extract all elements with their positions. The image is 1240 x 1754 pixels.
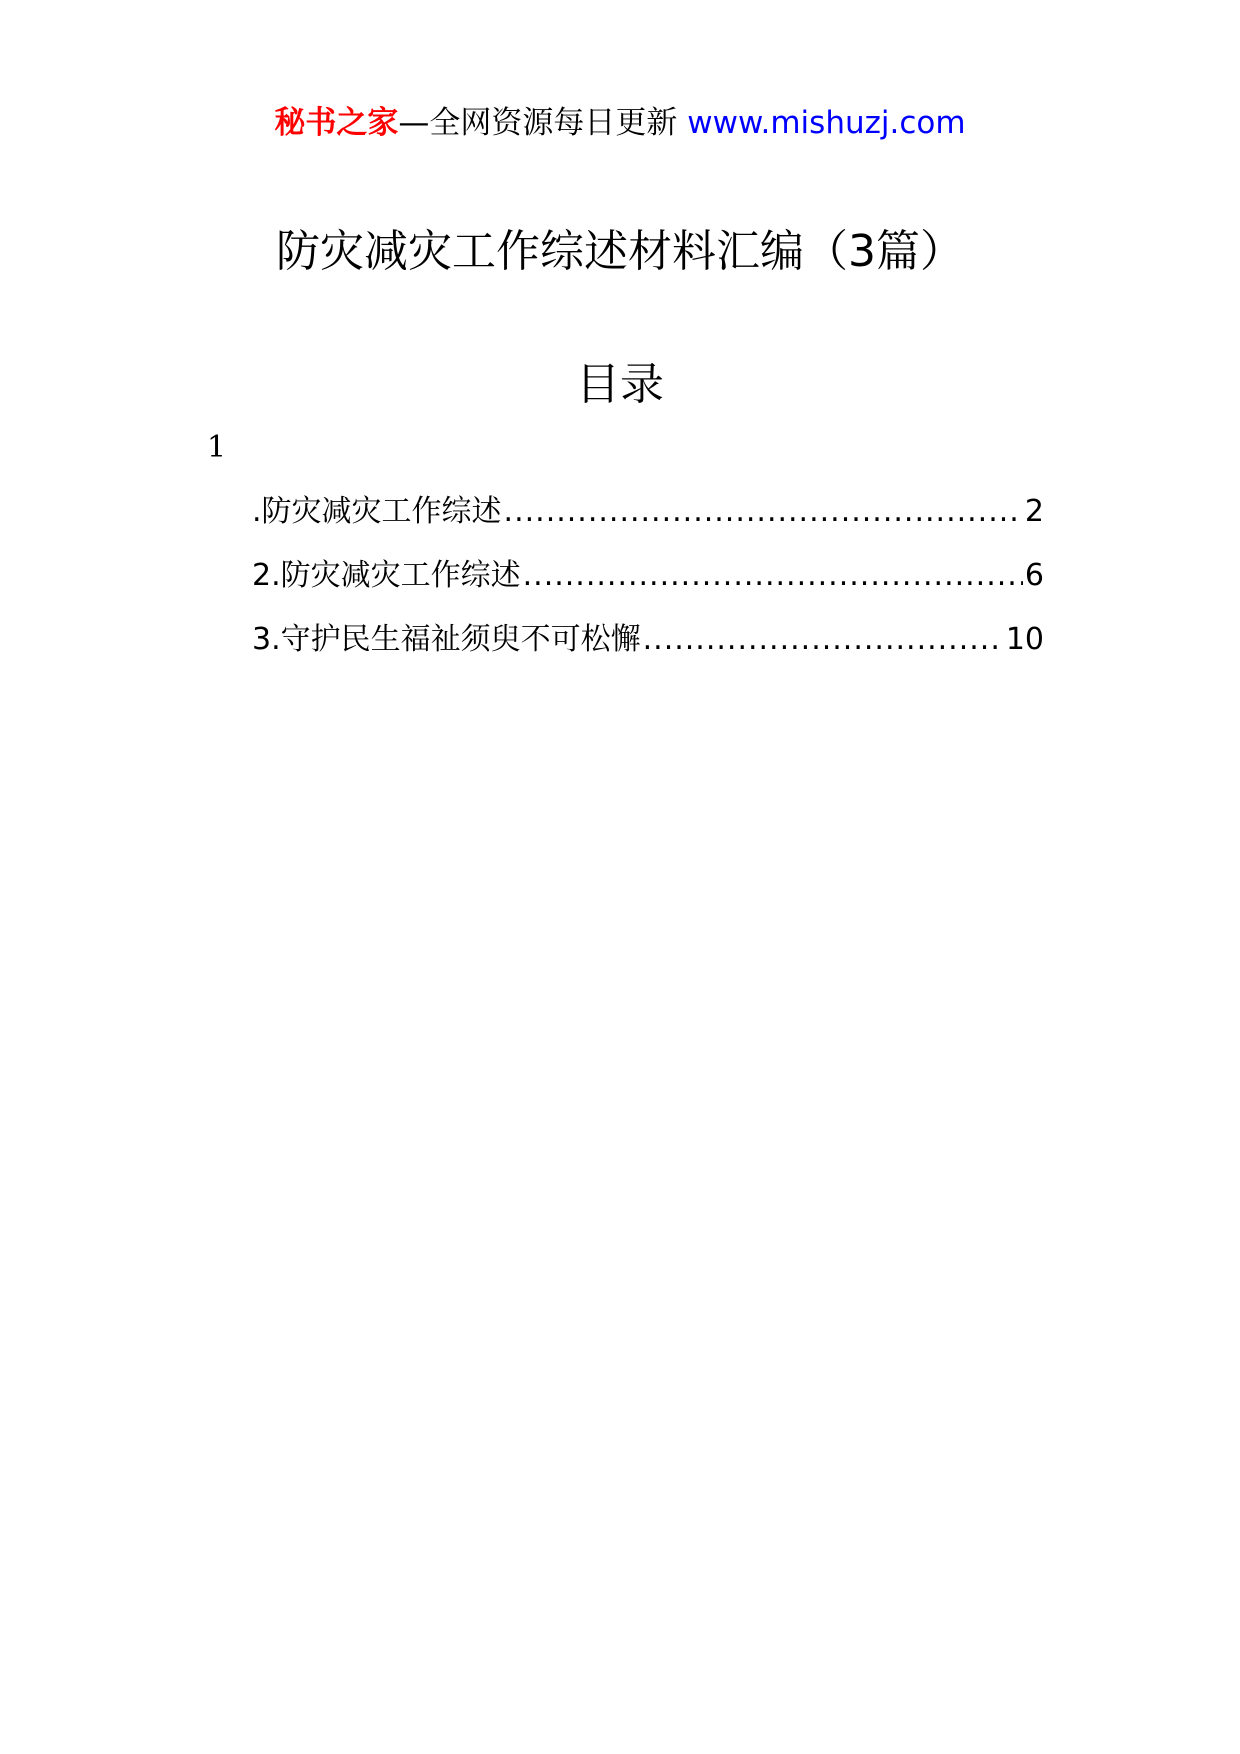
toc-entry-2[interactable] xyxy=(252,554,1044,618)
toc-page-number: 2 xyxy=(1024,494,1044,529)
site-url-link[interactable]: www.mishuzj.com xyxy=(687,105,966,141)
brand-name: 秘书之家 xyxy=(274,105,399,141)
toc-page-number: 10 xyxy=(1005,622,1044,657)
toc-entry-1[interactable] xyxy=(252,490,1044,554)
document-title: 防灾减灾工作综述材料汇编（3篇） xyxy=(276,226,964,277)
toc-entry-label: 2.防灾减灾工作综述 xyxy=(252,558,521,593)
toc-entry-3[interactable] xyxy=(252,618,1044,682)
toc-stray-number: 1 xyxy=(207,430,227,465)
toc-dot-leader xyxy=(643,618,1004,662)
toc-entry-label: 3.守护民生福祉须臾不可松懈 xyxy=(252,622,641,657)
toc-page-number: 6 xyxy=(1024,558,1044,593)
toc-entry-label: .防灾减灾工作综述 xyxy=(252,494,502,529)
toc-dot-leader xyxy=(523,554,1023,598)
table-of-contents xyxy=(252,490,1044,682)
site-banner xyxy=(0,100,1240,146)
banner-tagline: —全网资源每日更新 xyxy=(398,105,688,141)
toc-dot-leader xyxy=(504,490,1023,534)
toc-heading: 目录 xyxy=(576,359,664,410)
